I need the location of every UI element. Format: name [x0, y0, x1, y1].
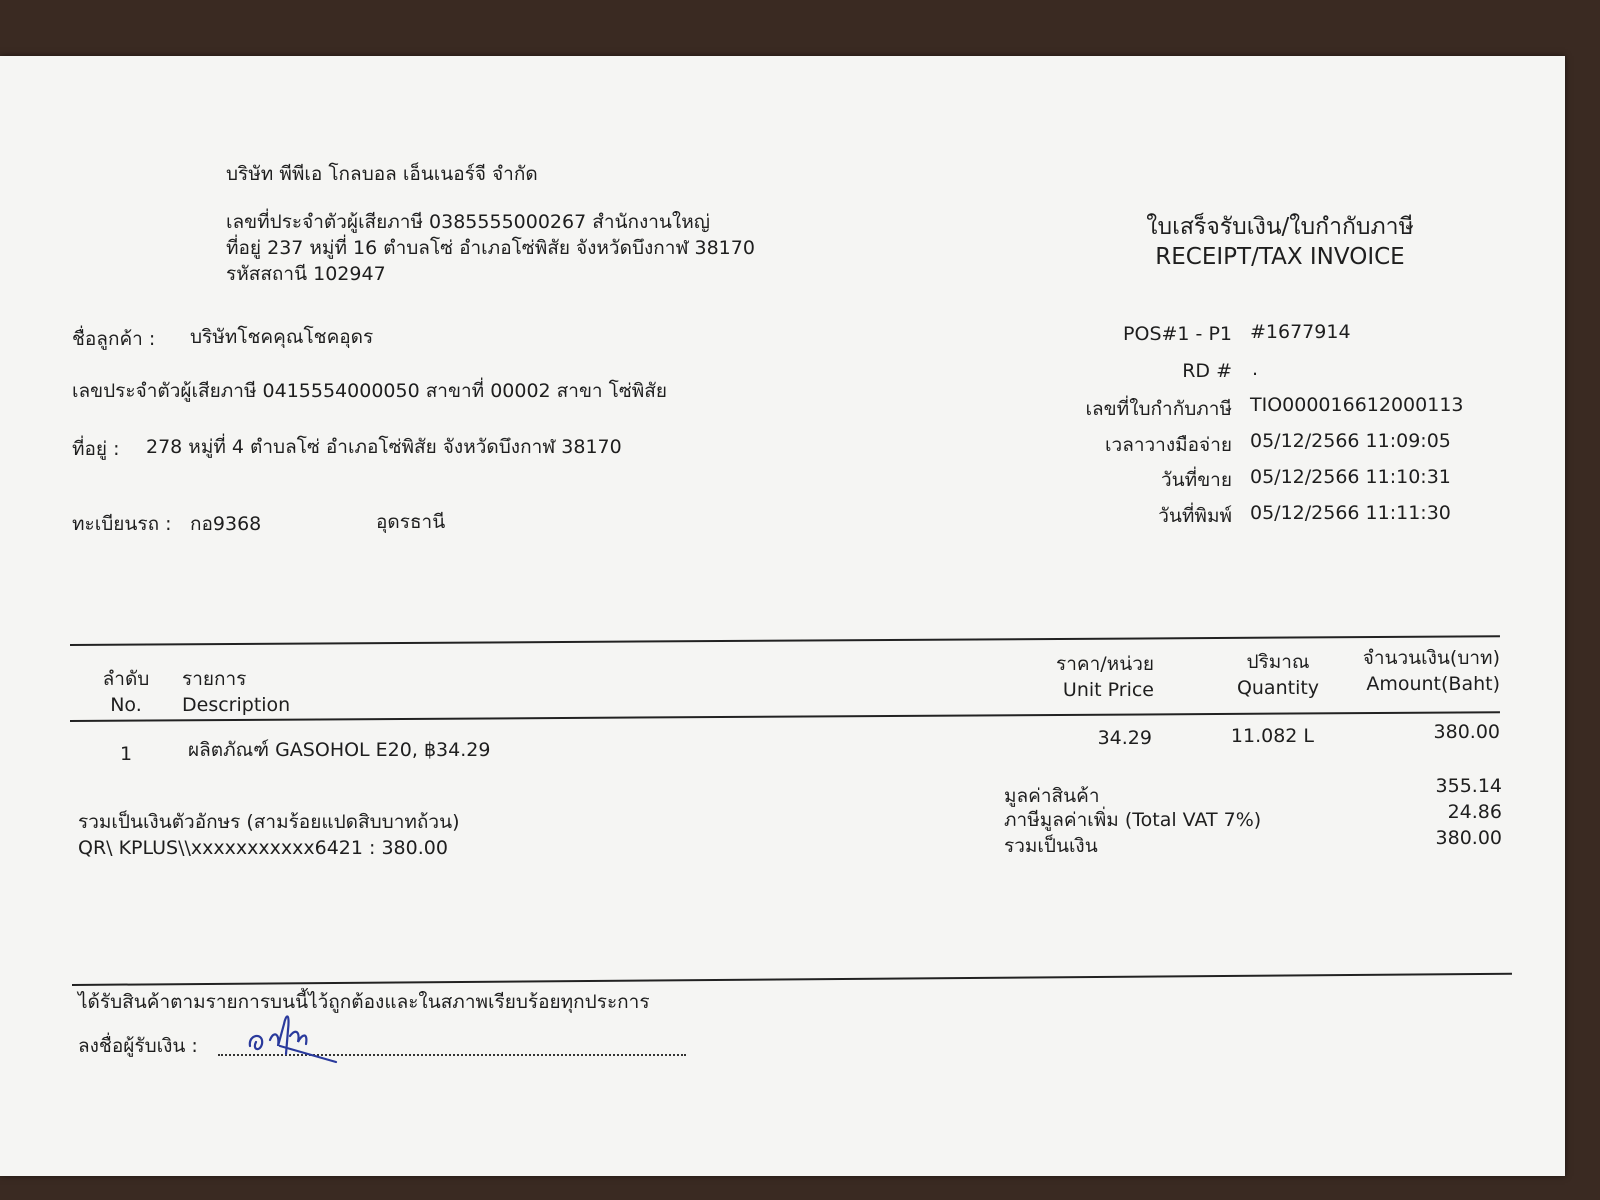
vat-value: 24.86	[1447, 801, 1502, 823]
header-unit-price-thai: ราคา/หน่วย	[1056, 653, 1154, 675]
header-amount-english: Amount(Baht)	[1366, 673, 1500, 695]
meta-value: .	[1252, 358, 1259, 380]
amount-in-words: รวมเป็นเงินตัวอักษร (สามร้อยแปดสิบบาทถ้วน)	[78, 811, 460, 833]
customer-address: 278 หมู่ที่ 4 ตำบลโซ่ อำเภอโซ่พิสัย จังหวัดบึงกาฬ 38170	[146, 436, 622, 458]
doc-title-english: RECEIPT/TAX INVOICE	[1155, 244, 1405, 270]
header-no-thai: ลำดับ	[102, 668, 150, 690]
header-description-thai: รายการ	[182, 668, 247, 690]
meta-value: #1677914	[1250, 321, 1351, 343]
customer-name: บริษัทโชคคุณโชคอุดร	[190, 326, 374, 348]
company-tax-id: เลขที่ประจำตัวผู้เสียภาษี 0385555000267 สำนักงานใหญ่	[226, 211, 710, 233]
meta-label: RD #	[1182, 360, 1232, 382]
total-value: 380.00	[1435, 827, 1502, 849]
receipt-paper	[0, 56, 1565, 1176]
signature-label: ลงชื่อผู้รับเงิน :	[78, 1035, 198, 1057]
subtotal-value: 355.14	[1435, 775, 1502, 797]
vehicle-province: อุดรธานี	[376, 511, 446, 533]
meta-label: เวลาวางมือจ่าย	[1105, 434, 1232, 456]
company-station: รหัสสถานี 102947	[226, 263, 386, 285]
vat-label: ภาษีมูลค่าเพิ่ม (Total VAT 7%)	[1004, 809, 1262, 831]
handwritten-signature	[240, 984, 360, 1074]
header-unit-price-english: Unit Price	[1062, 679, 1154, 701]
row-description: ผลิตภัณฑ์ GASOHOL E20, ฿34.29	[188, 739, 491, 761]
total-label: รวมเป็นเงิน	[1004, 835, 1098, 857]
meta-value: 05/12/2566 11:10:31	[1250, 466, 1451, 488]
payment-method: QR\ KPLUS\\xxxxxxxxxxx6421 : 380.00	[78, 837, 448, 859]
row-quantity: 11.082 L	[1230, 725, 1314, 747]
header-quantity-thai: ปริมาณ	[1246, 651, 1310, 673]
header-amount-thai: จำนวนเงิน(บาท)	[1362, 647, 1500, 669]
header-no-english: No.	[110, 694, 142, 716]
header-quantity-english: Quantity	[1236, 677, 1320, 699]
company-name: บริษัท พีพีเอ โกลบอล เอ็นเนอร์จี จำกัด	[226, 163, 538, 185]
subtotal-label: มูลค่าสินค้า	[1004, 785, 1100, 807]
row-unit-price: 34.29	[1097, 727, 1152, 749]
meta-value: 05/12/2566 11:09:05	[1250, 430, 1451, 452]
customer-tax-id: เลขประจำตัวผู้เสียภาษี 0415554000050 สาขาที่ 00002 สาขา โซ่พิสัย	[72, 380, 667, 402]
table-top-rule	[70, 635, 1500, 646]
customer-address-label: ที่อยู่ :	[72, 438, 120, 460]
meta-value: TIO000016612000113	[1250, 394, 1464, 416]
vehicle-plate: กอ9368	[190, 513, 262, 535]
meta-label: วันที่พิมพ์	[1158, 505, 1232, 527]
row-no: 1	[119, 743, 133, 765]
vehicle-plate-label: ทะเบียนรถ :	[72, 513, 172, 535]
customer-name-label: ชื่อลูกค้า :	[72, 328, 156, 350]
company-address: ที่อยู่ 237 หมู่ที่ 16 ตำบลโซ่ อำเภอโซ่พิสัย จังหวัดบึงกาฬ 38170	[226, 237, 755, 259]
received-statement: ได้รับสินค้าตามรายการบนนี้ไว้ถูกต้องและในสภาพเรียบร้อยทุกประการ	[78, 991, 650, 1013]
meta-value: 05/12/2566 11:11:30	[1250, 502, 1451, 524]
meta-label: POS#1 - P1	[1123, 323, 1232, 345]
doc-title-thai: ใบเสร็จรับเงิน/ใบกำกับภาษี	[1146, 214, 1414, 240]
row-amount: 380.00	[1433, 721, 1500, 743]
meta-label: เลขที่ใบกำกับภาษี	[1085, 398, 1232, 420]
header-description-english: Description	[182, 694, 291, 716]
meta-label: วันที่ขาย	[1161, 469, 1232, 491]
